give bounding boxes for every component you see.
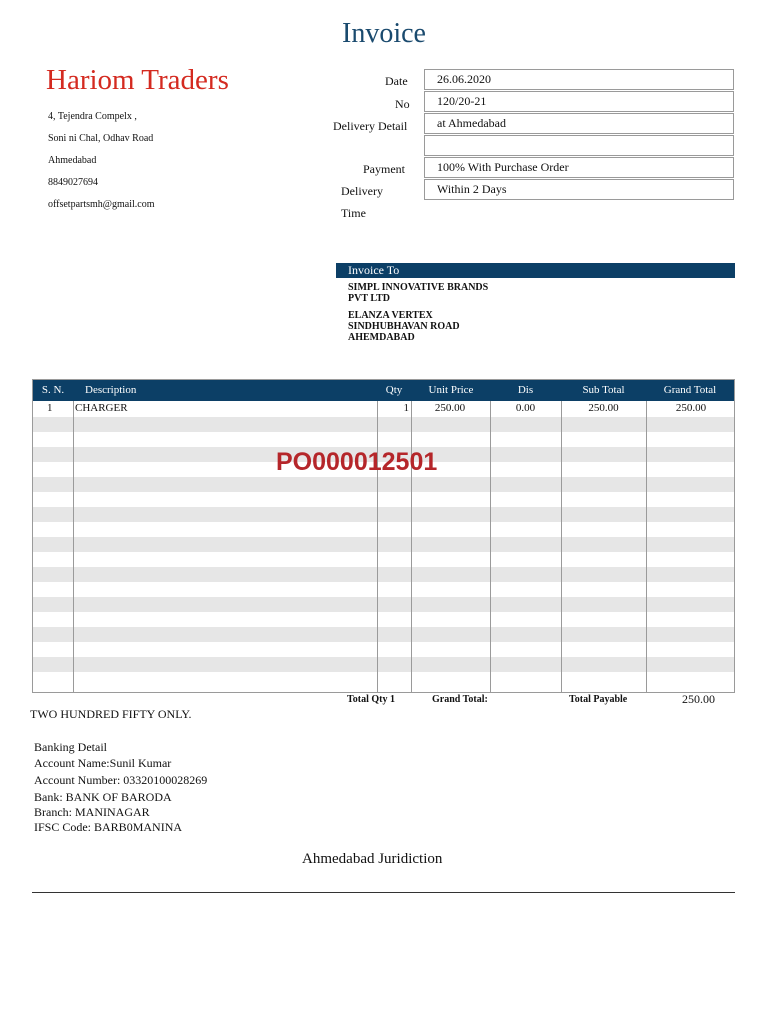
- col-grand-total: Grand Total: [663, 384, 717, 396]
- column-divider: [646, 401, 647, 692]
- company-city: Ahmedabad: [48, 155, 97, 166]
- date-label: Date: [385, 74, 408, 88]
- table-header: [33, 380, 734, 401]
- payment-label: Payment: [363, 162, 405, 176]
- col-dis: Dis: [517, 384, 534, 396]
- column-divider: [490, 401, 491, 692]
- grand-total-label: Grand Total:: [432, 694, 488, 705]
- col-description: Description: [85, 384, 137, 396]
- invoice-number: 120/20-21: [424, 91, 734, 112]
- items-table: [32, 379, 735, 693]
- company-address-line: 4, Tejendra Compelx ,: [48, 111, 137, 122]
- delivery-detail-value: at Ahmedabad: [424, 113, 734, 134]
- footer-divider: [32, 892, 735, 893]
- ifsc-code: IFSC Code: BARB0MANINA: [34, 820, 183, 834]
- client-address-line: SINDHUBHAVAN ROAD: [348, 321, 460, 332]
- row-dis: 0.00: [515, 402, 536, 414]
- col-unit-price: Unit Price: [428, 384, 474, 396]
- client-city: AHEMDABAD: [348, 332, 415, 343]
- company-name: Hariom Traders: [46, 64, 229, 96]
- account-name: Account Name:Sunil Kumar: [34, 756, 172, 770]
- table-stripe: [33, 567, 734, 582]
- company-email: offsetpartsmh@gmail.com: [48, 199, 155, 210]
- column-divider: [411, 401, 412, 692]
- row-qty: 1: [403, 402, 409, 414]
- no-label: No: [395, 97, 410, 111]
- po-number-stamp: PO000012501: [276, 448, 438, 476]
- col-sn: S. N.: [41, 384, 65, 396]
- total-payable-label: Total Payable: [569, 694, 628, 705]
- column-divider: [73, 401, 74, 692]
- blank-detail-row: [424, 135, 734, 156]
- company-phone: 8849027694: [48, 177, 98, 188]
- table-stripe: [33, 417, 734, 432]
- account-number: Account Number: 03320100028269: [34, 773, 208, 787]
- date-value: 26.06.2020: [424, 69, 734, 90]
- delivery-label: Delivery: [341, 184, 383, 198]
- banking-heading: Banking Detail: [34, 740, 107, 754]
- invoice-title: Invoice: [342, 18, 426, 49]
- client-name-line2: PVT LTD: [348, 293, 390, 304]
- row-grand-total: 250.00: [675, 402, 707, 414]
- delivery-time-value: Within 2 Days: [424, 179, 734, 200]
- client-address-line: ELANZA VERTEX: [348, 310, 433, 321]
- branch-name: Branch: MANINAGAR: [34, 805, 150, 819]
- col-qty: Qty: [385, 384, 403, 396]
- bank-name: Bank: BANK OF BARODA: [34, 790, 172, 804]
- table-stripe: [33, 627, 734, 642]
- column-divider: [561, 401, 562, 692]
- table-stripe: [33, 477, 734, 492]
- row-sub-total: 250.00: [588, 402, 619, 414]
- table-stripe: [33, 537, 734, 552]
- row-description: CHARGER: [75, 402, 128, 414]
- amount-in-words: TWO HUNDRED FIFTY ONLY.: [30, 707, 192, 721]
- col-sub-total: Sub Total: [582, 384, 625, 396]
- company-address-line: Soni ni Chal, Odhav Road: [48, 133, 154, 144]
- jurisdiction: Ahmedabad Juridiction: [302, 851, 443, 867]
- row-unit-price: 250.00: [434, 402, 466, 414]
- total-qty: Total Qty 1: [347, 694, 395, 705]
- total-payable-value: 250.00: [682, 692, 715, 706]
- row-sn: 1: [47, 402, 53, 414]
- client-name: SIMPL INNOVATIVE BRANDS: [348, 282, 489, 293]
- time-label: Time: [341, 206, 366, 220]
- column-divider: [377, 401, 378, 692]
- table-stripe: [33, 657, 734, 672]
- payment-value: 100% With Purchase Order: [424, 157, 734, 178]
- invoice-to-header: Invoice To: [336, 263, 735, 278]
- delivery-detail-label: Delivery Detail: [333, 119, 408, 133]
- table-stripe: [33, 597, 734, 612]
- table-stripe: [33, 507, 734, 522]
